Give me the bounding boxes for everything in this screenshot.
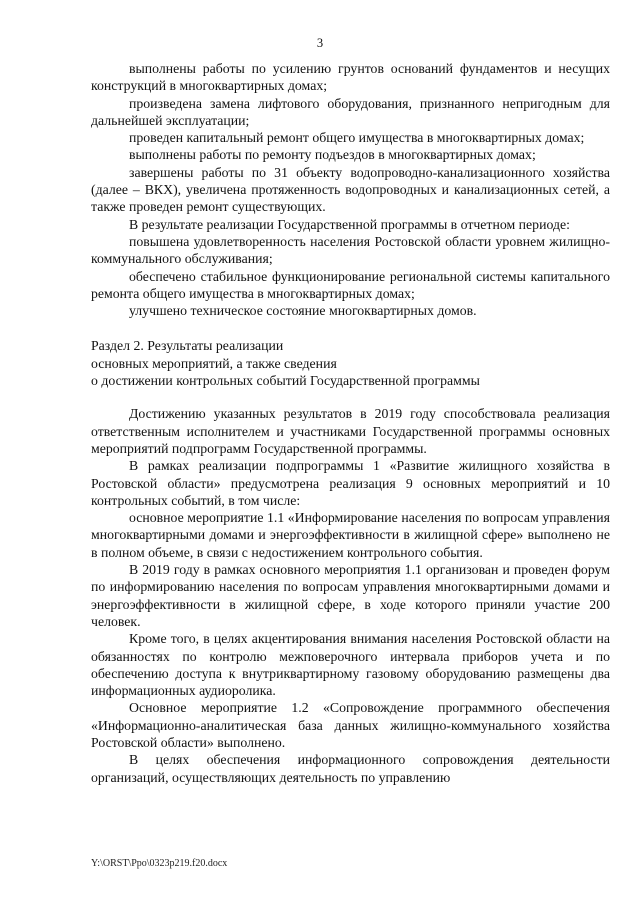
paragraph: улучшено техническое состояние многоквартирных домов. <box>129 303 477 319</box>
paragraph: произведена замена лифтового оборудования, признанного непригодным для дальнейшей эксплуатации; <box>91 95 610 128</box>
paragraph: выполнены работы по усилению грунтов оснований фундаментов и несущих конструкций в многоквартирных домах; <box>91 61 610 94</box>
paragraph: проведен капитальный ремонт общего имущества в многоквартирных домах; <box>129 130 585 146</box>
paragraph: В 2019 году в рамках основного мероприятия 1.1 организован и проведен форум по информированию населения по вопросам управления многоквартирными домами и энергоэффективности в жилищной сфере, в ходе которого приняли участие 200 человек. <box>91 562 610 629</box>
paragraph: Достижению указанных результатов в 2019 году способствовала реализация ответственным исполнителем и участниками Государственной программы основных мероприятий подпрограмм Государственной программы. <box>91 406 610 456</box>
section-heading <box>91 337 610 389</box>
page-number: 3 <box>316 36 324 50</box>
paragraph: В результате реализации Государственной программы в отчетном периоде: <box>129 216 570 232</box>
paragraph: повышена удовлетворенность населения Ростовской области уровнем жилищно-коммунального обслуживания; <box>91 233 610 267</box>
paragraph: выполнены работы по ремонту подъездов в многоквартирных домах; <box>129 147 536 163</box>
section-heading-line: Раздел 2. Результаты реализации <box>91 338 284 354</box>
paragraph: Основное мероприятие 1.2 «Сопровождение программного обеспечения «Информационно-аналитическая база данных жилищно-коммунального хозяйства Ростовской области» выполнено. <box>91 700 610 750</box>
paragraph: основное мероприятие 1.1 «Информирование населения по вопросам управления многоквартирными домами и энергоэффективности в жилищной сфере» выполнено не в полном объеме, в связи с недостижением контрольного события. <box>91 510 610 560</box>
paragraph: завершены работы по 31 объекту водопроводно-канализационного хозяйства (далее – ВКХ), увеличена протяженность водопроводных и канализационных сетей, а также проведен ремонт существующих. <box>91 164 610 215</box>
section-heading-line: о достижении контрольных событий Государственной программы <box>91 373 480 389</box>
paragraph: обеспечено стабильное функционирование региональной системы капитального ремонта общего имущества в многоквартирных домах; <box>91 268 610 301</box>
document-body <box>91 60 610 786</box>
footer-file-path: Y:\ORST\Ppo\0323p219.f20.docx <box>91 858 228 869</box>
paragraph: В рамках реализации подпрограммы 1 «Развитие жилищного хозяйства в Ростовской области» предусмотрена реализация 9 основных мероприятий и 10 контрольных событий, в том числе: <box>91 458 610 508</box>
paragraph: Кроме того, в целях акцентирования внимания населения Ростовской области на обязанностях по контролю межповерочного интервала приборов учета и по обеспечению доступа к внутриквартирному газовому оборудованию размещены два информационных аудиоролика. <box>91 631 610 699</box>
paragraph: В целях обеспечения информационного сопровождения деятельности организаций, осуществляющих деятельность по управлению <box>91 752 610 785</box>
section-heading-line: основных мероприятий, а также сведения <box>91 355 337 371</box>
